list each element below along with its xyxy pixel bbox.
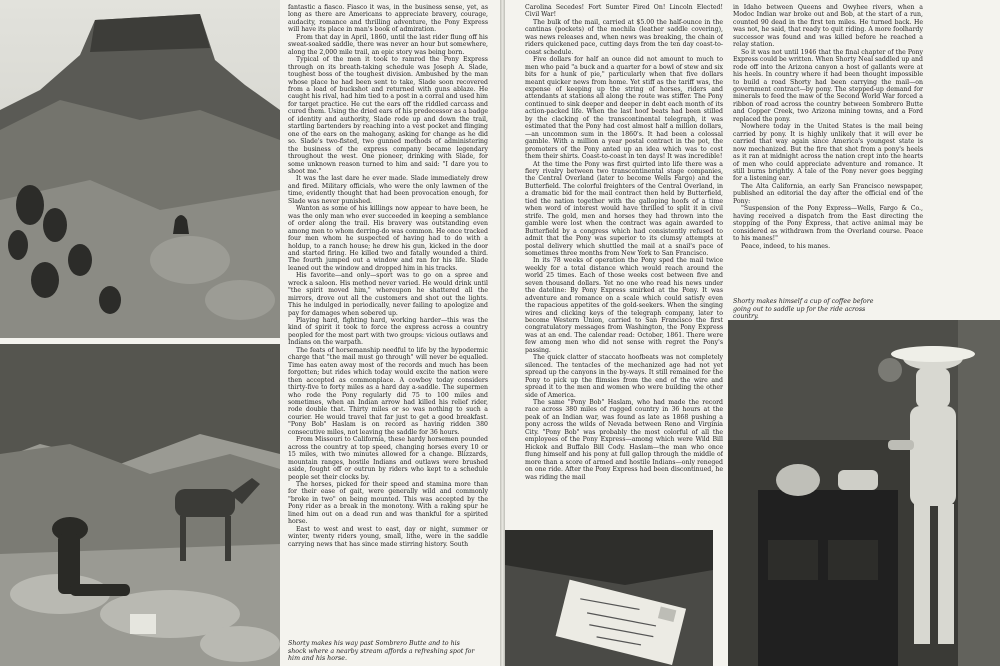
text-paragraph: The bulk of the mail, carried at $5.00 the half-ounce in the cantinas (pockets) of the mochila (leather saddle covering), was news releases and, when news was breaking, the chain of riders quickened pace, cutting days from the ten day coast-to-coast schedule.: [525, 18, 723, 56]
text-paragraph: "Suspension of the Pony Express—Wells, Fargo & Co., having received a dispatch from the East directing the stopping of the Pony Express, that active animal may be considered as withdrawn from the Overland course. Peace to his manes!": [733, 205, 923, 243]
right-page: [505, 0, 1000, 666]
text-paragraph: It was the last dare he ever made. Slade immediately drew and fired. Military officials, who were the only lawmen of the time, evidently thought that had been provocation enough, for Slade was never punished.: [288, 175, 488, 205]
text-paragraph: His favorite—and only—sport was to go on a spree and wreck a saloon. His method never varied. He would drink until "the spirit moved him," whereupon he shattered all the mirrors, drove out all the customers and shot out the lights. This he indulged in periodically, never failing to apologize and pay for damages when sobered up.: [288, 272, 488, 317]
text-paragraph: Five dollars for half an ounce did not amount to much to men who paid "a buck and a quarter for a bowl of stew and six bits for a hunk of pie," particularly when that five dollars meant quicker news from home. Yet stiff as the tariff was, the expense of keeping up the string of horses, riders and attendants at stations all along the route was stiffer. The Pony continued to sink deeper and deeper in debt each month of its action-packed life. When the last hoof beats had been stilled by the clacking of the transcontinental telegraph, it was estimated that the Pony had cost almost half a million dollars,—an uncommon sum in the 1860's. It had been a colossal gamble. With a million a year postal contract in the pot, the promoters of the Pony anted up an idea which was to cost them their shirts. Coast-to-coast in ten days! It was incredible!: [525, 56, 723, 161]
text-paragraph: From that day in April, 1860, until the last rider flung off his sweat-soaked saddle, there was never an hour but somewhere, along the 2,000 mile trail, an epic story was being born.: [288, 33, 488, 56]
text-paragraph: From Missouri to California, these hardy horsemen pounded across the country at top speed, changing horses every 10 or 15 miles, with two minutes allowed for a change. Blizzards, mountain ranges, hostile Indians and outlaws were brushed aside, fought off or outrun by riders who kept to a schedule people set their clocks by.: [288, 436, 488, 481]
text-paragraph: Playing hard, fighting hard, working harder—this was the kind of spirit it took to force the express across a country peopled for the most part with two groups: vicious outlaws and Indians on the warpath.: [288, 317, 488, 347]
text-paragraph: in Idaho between Queens and Owyhee rivers, when a Modoc Indian war broke out and Bob, at the start of a run, counted 90 dead in the first ten miles. He turned back. He was not, he said, that ready to quit riding. A more foolhardy successor was found and was killed before he reached a relay station.: [733, 4, 923, 49]
text-paragraph: fantastic a fiasco. Fiasco it was, in the business sense, yet, as long as there are Americans to appreciate bravery, courage, audacity, romance and thrilling adventure, the Pony Express will have its place in man's book of admiration.: [288, 4, 488, 34]
envelope-photo: [505, 530, 713, 666]
text-paragraph: In its 78 weeks of operation the Pony sped the mail twice weekly for a total distance which would reach around the world 25 times. Each of those weeks cost between five and seven thousand dollars. Yet no one who read his news under the dateline: By Pony Express smirked at the Pony. It was adventure and romance on a scale which could satisfy even the rapacious appetites of the gold-seekers. When the singing wires and clicking keys of the telegraph company, later to become Western Union, carried to San Francisco the first congratulatory messages from Washington, the Pony Express was at an end. The calendar read: October, 1861. There were few among men who did not sense with regret the Pony's passing.: [525, 257, 723, 354]
text-paragraph: At the time the Pony was first quirted into life there was a fiery rivalry between two transcontinental stage companies, the Central Overland (later to become Wells Fargo) and the Butterfield. The colorful freighters of the Central Overland, in a dramatic bid for the mail contract then held by Butterfield, tied the nation together with the galloping hoofs of a time when word of interest would have thrilled to split it in civil strife. The gold, men and horses they had thrown into the gamble were lost when the contract was again awarded to Butterfield by a congress which had consistently refused to admit that the Pony was superior to its clumsy attempts at postal delivery which shuttled the mail at a snail's pace of sometimes three months from New York to San Francisco.: [525, 160, 723, 257]
left-text-column: [288, 4, 488, 636]
sombrero-butte-photo: [0, 0, 280, 338]
text-paragraph: The Alta California, an early San Francisco newspaper, published an editorial the day after the official end of the Pony:: [733, 182, 923, 205]
stream-rider-photo: [0, 344, 280, 666]
text-paragraph: The same "Pony Bob" Haslam, who had made the record race across 380 miles of rugged country in 36 hours at the peak of an Indian war, was found as late as 1868 pushing a pony across the wilds of Nevada between Reno and Virginia City. "Pony Bob" was probably the most colorful of all the employees of the Pony Express—among which were Wild Bill Hickok and Buffalo Bill Cody. Haslam—the man who once flung himself and his pony at full gallop through the middle of more than a score of armed and hostile Indians—only reneged on one ride. After the Pony Express had been discontinued, he was riding the mail: [525, 399, 723, 481]
text-paragraph: The horses, picked for their speed and stamina more than for their ease of gait, were generally wild and commonly "broke in two" on being mounted. This was accepted by the Pony rider as a break in the monotony. With a raking spur he lined him out on a dead run and was thankful for a spirited horse.: [288, 481, 488, 526]
coffee-stove-photo: [728, 320, 1000, 666]
text-paragraph: Peace, indeed, to his manes.: [741, 242, 831, 250]
text-paragraph: Typical of the men it took to ramrod the Pony Express through on its breath-taking schedule was Joseph A. Slade, toughest boss of the toughest division. Ambushed by the man whose place he had been sent to take, Slade soon recovered from a load of buckshot and returned with guns ablaze. He caught his rival, had him tied to a post in a corral and used him for target practice. He cut the ears off the riddled carcass and cured them. Using the dried ears of his predecessor as a badge of identity and authority, Slade rode up and down the trail, startling bartenders by reaching into a vest pocket and flinging one of the ears on the mahogany, asking for change as he did so. Slade's two-fisted, two gunned methods of administering the business of the express company became legendary throughout the west. One pioneer, drinking with Slade, for some unknown reason turned to him and said: "I dare you to shoot me.": [288, 56, 488, 175]
text-paragraph: Wanton as some of his killings now appear to have been, he was the only man who ever succeeded in keeping a semblance of order along the trail. His bravery was outstanding even among men to whom derring-do was common. He once tracked four men whom he suspected of having had to do with a holdup, to a ranch house; he drew his gun, kicked in the door and started firing. He killed two and fatally wounded a third. The fourth jumped out a window and ran for his life. Slade leaned out the window and dropped him in his tracks.: [288, 205, 488, 272]
text-paragraph: The feats of horsemanship needful to life by the hypodermic charge that "the mail must go through" will never be equalled. Time has eaten away most of the records and much has been forgotten; but rides which today would excite the nation were then accepted as commonplace. A cowboy today considers thirty-five to forty miles as a hard day a-saddle. The supermen who rode the Pony regularly did 75 to 100 miles and sometimes, when an Indian arrow had killed his relief rider, rode double that. Thirty miles or so was nothing to such a courier. He would travel that far just to get a good breakfast. "Pony Bob" Haslam is on record as having ridden 380 consecutive miles, not leaving the saddle for 36 hours.: [288, 346, 488, 436]
text-paragraph: Carolina Secedes! Fort Sumter Fired On! Lincoln Elected! Civil War!: [525, 4, 723, 19]
photo-caption-left: Shorty makes his way past Sombrero Butte and to his shock where a nearby stream affords a refreshing spot for him and his horse.: [288, 640, 475, 663]
text-paragraph: Nowhere today in the United States is the mail being carried by pony. It is highly unlikely that it will ever be carried that way again since America's youngest state is now mechanized. But the fire that shot from a pony's heels as it ran at midnight across the nation crept into the hearts of men who could appreciate adventure and romance. It still burns brightly. A tale of the Pony never goes begging for a listening ear.: [733, 123, 923, 183]
text-paragraph: East to west and west to east, day or night, summer or winter, twenty riders young, small, lithe, were in the saddle carrying news that has since made stirring history. South: [288, 525, 488, 548]
text-paragraph: So it was not until 1946 that the final chapter of the Pony Express could be written. When Shorty Neal saddled up and rode off into the Arizona canyon a host of gallants were at his heels. In country where it had been thought impossible to build a road Shorty had been carrying the mail—on government contract—by pony. The stepped-up demand for minerals to feed the maw of the Second World War forced a ribbon of road across the country between Sombrero Butte and Copper Creek, two Arizona mining towns, and a Ford replaced the pony.: [733, 48, 923, 123]
right-text-column-1: [525, 4, 723, 524]
right-text-column-2: [733, 4, 923, 274]
text-paragraph: The quick clatter of staccato hoofbeats was not completely silenced. The tentacles of the mechanized age had not yet spread up the canyons in the by-ways. It still remained for the Pony to pick up the flimsies from the end of the wire and spread it to the men and women who were building the other side of America.: [525, 354, 723, 399]
photo-caption-right: Shorty makes himself a cup of coffee before going out to saddle up for the ride across country.: [733, 298, 874, 321]
